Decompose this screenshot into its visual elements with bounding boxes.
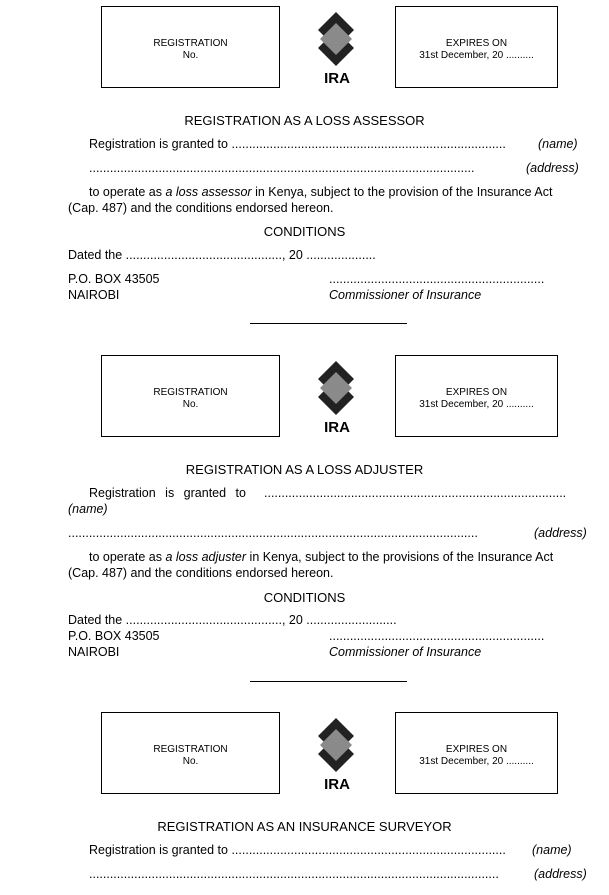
address-field[interactable]: ...................................................................................................................... <box>89 867 499 881</box>
cap-line: (Cap. 487) and the conditions endorsed hereon. <box>68 566 334 580</box>
ira-logo <box>314 10 358 68</box>
name-label: (name) <box>532 843 572 857</box>
registration-label: REGISTRATION <box>153 744 228 755</box>
address-field[interactable]: ............................................................................................................... <box>89 161 475 175</box>
registration-number-label: No. <box>182 50 199 61</box>
operate-prefix: to operate as <box>89 550 166 564</box>
section-divider <box>250 323 407 324</box>
operate-suffix: in Kenya, subject to the provision of the Insurance Act <box>251 185 553 199</box>
address-field[interactable]: ...................................................................................................................... <box>68 526 478 540</box>
operate-role: a loss adjuster <box>165 550 247 564</box>
conditions-heading: CONDITIONS <box>263 224 346 239</box>
operate-suffix: in Kenya, subject to the provisions of the Insurance Act <box>246 550 554 564</box>
registration-number-box <box>101 6 280 88</box>
conditions-heading: CONDITIONS <box>263 590 346 605</box>
registration-number-box <box>101 712 280 794</box>
city: NAIROBI <box>68 645 120 659</box>
expires-on-label: EXPIRES ON <box>445 387 508 398</box>
commissioner-label: Commissioner of Insurance <box>329 645 482 659</box>
name-label: (name) <box>68 502 108 516</box>
granted-prefix: Registration is granted to <box>89 486 246 500</box>
section-divider <box>250 681 407 682</box>
registration-label: REGISTRATION <box>153 38 228 49</box>
name-label: (name) <box>538 137 578 151</box>
ira-logo <box>314 716 358 774</box>
ira-diamond-icon <box>314 716 358 774</box>
ira-logo <box>314 359 358 417</box>
dated-line: Dated the ............................................., 20 .................... <box>68 248 376 262</box>
expiry-box <box>395 6 558 88</box>
registration-number-label: No. <box>182 399 199 410</box>
granted-prefix: Registration is granted to <box>89 137 232 151</box>
registration-number-box <box>101 355 280 437</box>
name-field[interactable]: ............................................................................... <box>231 137 506 151</box>
city: NAIROBI <box>68 288 120 302</box>
operate-line <box>89 185 552 199</box>
address-label: (address) <box>526 161 579 175</box>
expires-date: 31st December, 20 .......... <box>419 756 534 767</box>
ira-logo-text: IRA <box>324 776 350 793</box>
po-box: P.O. BOX 43505 <box>68 629 160 643</box>
expires-on-label: EXPIRES ON <box>445 744 508 755</box>
cap-line: (Cap. 487) and the conditions endorsed hereon. <box>68 201 334 215</box>
ira-diamond-icon <box>314 10 358 68</box>
operate-role: a loss assessor <box>165 185 252 199</box>
granted-line <box>89 137 506 151</box>
po-box: P.O. BOX 43505 <box>68 272 160 286</box>
ira-diamond-icon <box>314 359 358 417</box>
expiry-box <box>395 712 558 794</box>
granted-line <box>89 843 506 857</box>
granted-prefix: Registration is granted to <box>89 843 232 857</box>
section-title-loss-assessor: REGISTRATION AS A LOSS ASSESSOR <box>184 113 425 128</box>
expires-on-label: EXPIRES ON <box>445 38 508 49</box>
sign-dots: .............................................................. <box>329 272 545 286</box>
ira-logo-text: IRA <box>324 419 350 436</box>
ira-logo-text: IRA <box>324 70 350 87</box>
operate-line <box>89 550 553 564</box>
registration-number-label: No. <box>182 756 199 767</box>
name-field[interactable]: ............................................................................... <box>231 843 506 857</box>
section-title-loss-adjuster: REGISTRATION AS A LOSS ADJUSTER <box>185 462 424 477</box>
expiry-box <box>395 355 558 437</box>
commissioner-label: Commissioner of Insurance <box>329 288 482 302</box>
address-label: (address) <box>534 526 587 540</box>
operate-prefix: to operate as <box>89 185 166 199</box>
registration-label: REGISTRATION <box>153 387 228 398</box>
address-label: (address) <box>534 867 587 881</box>
dated-line: Dated the ............................................., 20 .......................... <box>68 613 397 627</box>
name-field[interactable]: ....................................................................................... <box>264 486 567 500</box>
section-title-insurance-surveyor: REGISTRATION AS AN INSURANCE SURVEYOR <box>157 819 452 834</box>
expires-date: 31st December, 20 .......... <box>419 399 534 410</box>
sign-dots: .............................................................. <box>329 629 545 643</box>
expires-date: 31st December, 20 .......... <box>419 50 534 61</box>
